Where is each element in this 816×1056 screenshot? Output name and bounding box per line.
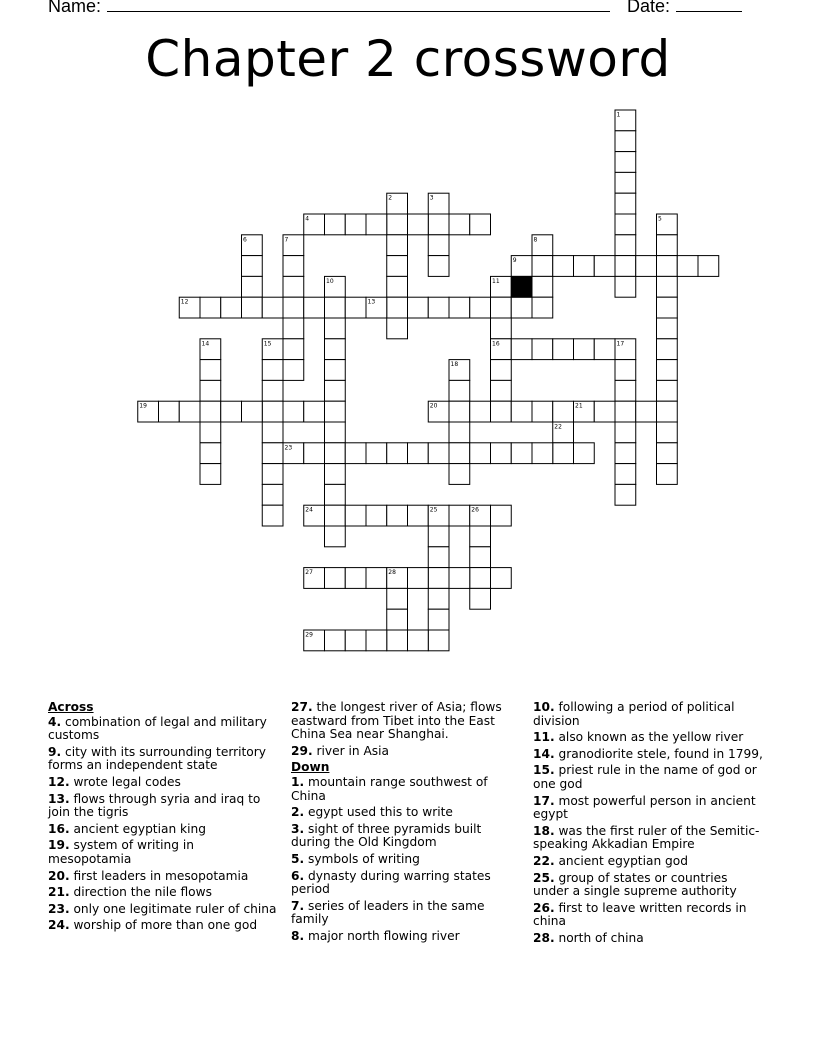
cell-number: 6	[243, 236, 247, 244]
clue-number: 15.	[533, 763, 555, 778]
clue-item	[533, 764, 765, 791]
grid-cell[interactable]	[636, 401, 657, 422]
clue-item	[533, 795, 765, 822]
clue-item	[48, 793, 280, 820]
grid-cell[interactable]	[532, 256, 553, 277]
grid-cell[interactable]	[428, 256, 449, 277]
grid-cell[interactable]	[387, 214, 408, 235]
cell-number: 8	[533, 236, 538, 244]
cell-number: 15	[263, 340, 272, 348]
grid-cell[interactable]	[470, 568, 491, 589]
grid-cell[interactable]	[387, 318, 408, 339]
grid-cell[interactable]	[532, 443, 553, 464]
clue-text: group of states or countries under a single supreme authority	[533, 870, 737, 899]
cell-number: 28	[388, 569, 396, 577]
grid-cell[interactable]	[615, 152, 636, 173]
clue-text: sight of three pyramids built during the Old Kingdom	[291, 821, 482, 850]
grid-cell[interactable]	[428, 214, 449, 235]
clue-text: ancient egyptian god	[558, 853, 688, 868]
grid-cell[interactable]	[262, 443, 283, 464]
clue-text: city with its surrounding territory forms an independent state	[48, 744, 266, 773]
clue-item	[48, 919, 280, 933]
clue-number: 17.	[533, 793, 555, 808]
clue-item	[291, 930, 523, 944]
grid-cell[interactable]	[408, 505, 429, 526]
grid-cell[interactable]	[262, 505, 283, 526]
grid-cell[interactable]	[345, 505, 366, 526]
grid-cell[interactable]	[532, 297, 553, 318]
grid-cell[interactable]	[325, 297, 346, 318]
cell-number: 19	[139, 402, 147, 410]
grid-cell[interactable]	[345, 443, 366, 464]
grid-cell[interactable]	[304, 443, 325, 464]
clue-item	[291, 870, 523, 897]
cell-number: 26	[471, 506, 479, 514]
clue-number: 4.	[48, 714, 62, 729]
grid-cell[interactable]	[657, 339, 678, 360]
grid-cell[interactable]	[491, 380, 512, 401]
clue-column-3	[533, 701, 765, 949]
grid-cell[interactable]	[283, 297, 304, 318]
grid-cell[interactable]	[615, 256, 636, 277]
clue-item	[48, 746, 280, 773]
grid-cell[interactable]	[387, 297, 408, 318]
grid-cell[interactable]	[200, 380, 221, 401]
clue-number: 27.	[291, 700, 313, 714]
clue-text: symbols of writing	[308, 851, 420, 866]
grid-cell[interactable]	[262, 360, 283, 381]
grid-cell[interactable]	[553, 339, 574, 360]
cell-number: 7	[284, 236, 289, 244]
clue-number: 22.	[533, 853, 555, 868]
grid-cell[interactable]	[615, 235, 636, 256]
clue-number: 8.	[291, 928, 305, 943]
grid-cell[interactable]	[615, 172, 636, 193]
cell-number: 10	[326, 277, 334, 285]
grid-cell[interactable]	[574, 339, 595, 360]
clue-number: 10.	[533, 700, 555, 714]
page-title: Chapter 2 crossword	[145, 30, 671, 88]
clue-item	[291, 853, 523, 867]
clue-item	[291, 776, 523, 803]
grid-cell[interactable]	[283, 318, 304, 339]
clue-number: 19.	[48, 838, 70, 853]
grid-cell[interactable]	[325, 380, 346, 401]
clue-number: 2.	[291, 805, 305, 820]
clue-item	[291, 745, 523, 759]
grid-cell[interactable]	[428, 443, 449, 464]
grid-cell[interactable]	[325, 443, 346, 464]
clue-text: granodiorite stele, found in 1799,	[558, 746, 763, 761]
grid-cell[interactable]	[657, 422, 678, 443]
grid-cell[interactable]	[325, 422, 346, 443]
grid-cell[interactable]	[532, 276, 553, 297]
grid-cell[interactable]	[594, 256, 615, 277]
grid-cell[interactable]	[366, 505, 387, 526]
grid-cell[interactable]	[657, 360, 678, 381]
cell-number: 2	[388, 194, 393, 202]
clue-item	[533, 748, 765, 762]
grid-cell[interactable]	[325, 360, 346, 381]
grid-cell[interactable]	[345, 568, 366, 589]
clue-item	[48, 823, 280, 837]
grid-cell[interactable]	[345, 214, 366, 235]
cell-number: 4	[305, 215, 310, 223]
grid-cell[interactable]	[408, 214, 429, 235]
clue-number: 5.	[291, 851, 305, 866]
grid-cell[interactable]	[511, 401, 532, 422]
grid-cell[interactable]	[200, 297, 221, 318]
grid-cell[interactable]	[159, 401, 180, 422]
grid-cell[interactable]	[470, 443, 491, 464]
grid-cell[interactable]	[491, 297, 512, 318]
grid-cell[interactable]	[657, 235, 678, 256]
grid-cell[interactable]	[262, 484, 283, 505]
cell-number: 14	[201, 340, 210, 348]
grid-cell[interactable]	[200, 443, 221, 464]
grid-cell[interactable]	[366, 630, 387, 651]
grid-cell[interactable]	[657, 297, 678, 318]
grid-cell[interactable]	[470, 401, 491, 422]
clue-text: river in Asia	[316, 743, 389, 758]
clue-number: 25.	[533, 870, 555, 885]
grid-cell[interactable]	[325, 505, 346, 526]
clue-text: the longest river of Asia; flows eastward from Tibet into the East China Sea near Shanghai.	[291, 700, 502, 742]
clue-item	[533, 872, 765, 899]
grid-cell[interactable]	[615, 360, 636, 381]
grid-cell[interactable]	[387, 256, 408, 277]
clue-text: also known as the yellow river	[558, 730, 744, 745]
grid-cell[interactable]	[387, 443, 408, 464]
grid-cell[interactable]	[511, 339, 532, 360]
across-heading: Across	[48, 700, 94, 714]
grid-cell[interactable]	[491, 505, 512, 526]
clue-text: egypt used this to write	[308, 805, 453, 820]
clue-number: 7.	[291, 898, 305, 913]
grid-cell[interactable]	[262, 297, 283, 318]
grid-cell[interactable]	[366, 443, 387, 464]
grid-cell[interactable]	[470, 526, 491, 547]
cell-number: 21	[575, 402, 583, 410]
clue-number: 21.	[48, 885, 70, 900]
grid-cell[interactable]	[615, 401, 636, 422]
grid-cell[interactable]	[387, 505, 408, 526]
clue-column-1	[48, 701, 280, 936]
grid-cell[interactable]	[615, 214, 636, 235]
grid-cell[interactable]	[262, 422, 283, 443]
cell-number: 16	[492, 340, 500, 348]
clue-number: 1.	[291, 774, 305, 789]
grid-cell[interactable]	[657, 380, 678, 401]
grid-cell[interactable]	[428, 588, 449, 609]
clue-column-2	[291, 701, 523, 947]
grid-cell[interactable]	[532, 401, 553, 422]
grid-cell[interactable]	[574, 443, 595, 464]
grid-cell[interactable]	[615, 276, 636, 297]
cell-number: 17	[616, 340, 625, 348]
clue-item	[48, 886, 280, 900]
grid-cell[interactable]	[408, 630, 429, 651]
grid-cell[interactable]	[325, 339, 346, 360]
grid-cell[interactable]	[304, 297, 325, 318]
clue-text: series of leaders in the same family	[291, 898, 485, 927]
cell-number: 18	[450, 361, 459, 369]
clue-number: 29.	[291, 743, 313, 758]
grid-cell[interactable]	[325, 464, 346, 485]
grid-cell[interactable]	[491, 443, 512, 464]
grid-cell[interactable]	[242, 297, 263, 318]
grid-cell[interactable]	[387, 588, 408, 609]
clue-item	[533, 855, 765, 869]
grid-cell[interactable]	[387, 235, 408, 256]
grid-cell[interactable]	[262, 380, 283, 401]
grid-cell[interactable]	[179, 401, 200, 422]
clue-number: 28.	[533, 930, 555, 945]
clue-item	[291, 701, 523, 742]
clue-text: most powerful person in ancient egypt	[533, 793, 756, 822]
grid-cell[interactable]	[304, 401, 325, 422]
grid-cell[interactable]	[221, 297, 242, 318]
clue-number: 18.	[533, 823, 555, 838]
grid-cell[interactable]	[553, 443, 574, 464]
clue-text: was the first ruler of the Semitic-speaking Akkadian Empire	[533, 823, 760, 852]
cell-number: 11	[492, 277, 500, 285]
grid-cell[interactable]	[242, 276, 263, 297]
grid-cell[interactable]	[449, 568, 470, 589]
grid-cell[interactable]	[615, 380, 636, 401]
grid-cell[interactable]	[511, 297, 532, 318]
clue-item	[533, 731, 765, 745]
grid-cell[interactable]	[449, 297, 470, 318]
clue-item	[291, 823, 523, 850]
clue-text: direction the nile flows	[73, 885, 212, 900]
grid-cell[interactable]	[262, 401, 283, 422]
grid-cell[interactable]	[366, 568, 387, 589]
grid-cell[interactable]	[325, 526, 346, 547]
grid-cell[interactable]	[553, 401, 574, 422]
clue-text: only one legitimate ruler of china	[73, 901, 277, 916]
grid-cell[interactable]	[325, 484, 346, 505]
clue-text: following a period of political division	[533, 700, 735, 728]
grid-cell[interactable]	[221, 401, 242, 422]
grid-cell[interactable]	[594, 339, 615, 360]
grid-cell[interactable]	[283, 276, 304, 297]
grid-cell[interactable]	[387, 630, 408, 651]
cell-number: 3	[429, 194, 434, 202]
grid-cell[interactable]	[200, 464, 221, 485]
clue-text: mountain range southwest of China	[291, 774, 488, 803]
clue-text: wrote legal codes	[73, 774, 181, 789]
grid-cell[interactable]	[242, 256, 263, 277]
grid-cell[interactable]	[657, 464, 678, 485]
cell-number: 13	[367, 298, 376, 306]
grid-cell[interactable]	[615, 443, 636, 464]
grid-cell[interactable]	[325, 630, 346, 651]
grid-cell[interactable]	[470, 588, 491, 609]
grid-cell[interactable]	[428, 568, 449, 589]
grid-cell[interactable]	[242, 401, 263, 422]
clue-number: 9.	[48, 744, 62, 759]
date-label: Date:	[627, 0, 671, 16]
grid-cell[interactable]	[428, 630, 449, 651]
grid-cell[interactable]	[428, 547, 449, 568]
cell-number: 23	[284, 444, 293, 452]
grid-cell[interactable]	[657, 276, 678, 297]
clue-text: flows through syria and iraq to join the tigris	[48, 791, 261, 820]
clue-number: 24.	[48, 918, 70, 933]
grid-cell[interactable]	[449, 443, 470, 464]
grid-cell[interactable]	[428, 297, 449, 318]
grid-cell[interactable]	[657, 256, 678, 277]
grid-cell[interactable]	[615, 193, 636, 214]
grid-cell[interactable]	[428, 235, 449, 256]
clue-number: 6.	[291, 868, 305, 883]
grid-cell[interactable]	[200, 360, 221, 381]
grid-cell[interactable]	[200, 422, 221, 443]
clue-number: 20.	[48, 868, 70, 883]
name-label: Name:	[48, 0, 102, 16]
grid-cell[interactable]	[511, 443, 532, 464]
grid-cell[interactable]	[470, 214, 491, 235]
grid-cell[interactable]	[325, 568, 346, 589]
grid-cell[interactable]	[200, 401, 221, 422]
clue-item	[48, 839, 280, 866]
clue-number: 26.	[533, 900, 555, 915]
grid-cell[interactable]	[408, 297, 429, 318]
grid-black-cell	[511, 276, 532, 297]
clue-item	[533, 932, 765, 946]
grid-cell[interactable]	[677, 256, 698, 277]
down-heading: Down	[291, 760, 330, 775]
grid-cell[interactable]	[345, 297, 366, 318]
cell-number: 20	[429, 402, 438, 410]
grid-cell[interactable]	[657, 401, 678, 422]
grid-cell[interactable]	[408, 443, 429, 464]
grid-cell[interactable]	[283, 401, 304, 422]
grid-cell[interactable]	[449, 464, 470, 485]
clue-text: worship of more than one god	[73, 918, 258, 933]
cell-number: 25	[429, 506, 438, 514]
grid-cell[interactable]	[491, 568, 512, 589]
clue-number: 23.	[48, 901, 70, 916]
grid-cell[interactable]	[449, 505, 470, 526]
grid-cell[interactable]	[491, 360, 512, 381]
grid-cell[interactable]	[615, 131, 636, 152]
grid-cell[interactable]	[449, 422, 470, 443]
grid-cell[interactable]	[470, 547, 491, 568]
grid-cell[interactable]	[615, 484, 636, 505]
clue-text: combination of legal and military customs	[48, 714, 267, 743]
clue-item	[533, 902, 765, 929]
grid-cell[interactable]	[553, 256, 574, 277]
grid-cell[interactable]	[428, 526, 449, 547]
clue-text: priest rule in the name of god or one god	[533, 763, 757, 791]
cell-number: 24	[305, 506, 313, 514]
grid-cell[interactable]	[283, 339, 304, 360]
grid-cell[interactable]	[491, 318, 512, 339]
clue-item	[533, 701, 765, 728]
cell-number: 1	[616, 111, 621, 119]
grid-cell[interactable]	[491, 401, 512, 422]
cell-number: 27	[305, 569, 313, 577]
cell-number: 9	[512, 257, 517, 265]
clue-number: 13.	[48, 791, 70, 806]
grid-cell[interactable]	[449, 214, 470, 235]
clue-number: 14.	[533, 746, 555, 761]
cell-number: 12	[180, 298, 189, 306]
grid-cell[interactable]	[657, 443, 678, 464]
grid-cell[interactable]	[470, 297, 491, 318]
cell-number: 22	[554, 423, 562, 431]
clue-item	[48, 776, 280, 790]
clue-text: first to leave written records in china	[533, 900, 747, 929]
grid-cell[interactable]	[532, 339, 553, 360]
grid-cell[interactable]	[283, 360, 304, 381]
grid-cell[interactable]	[574, 256, 595, 277]
grid-cell[interactable]	[366, 214, 387, 235]
cell-number: 5	[658, 215, 662, 223]
grid-cell[interactable]	[408, 568, 429, 589]
grid-cell[interactable]	[449, 380, 470, 401]
clue-text: first leaders in mesopotamia	[73, 868, 249, 883]
grid-cell[interactable]	[325, 318, 346, 339]
clue-text: north of china	[558, 930, 644, 945]
clue-number: 11.	[533, 730, 555, 745]
clue-text: system of writing in mesopotamia	[48, 838, 194, 866]
clue-item	[48, 903, 280, 917]
clue-number: 16.	[48, 821, 70, 836]
cell-number: 29	[305, 631, 313, 639]
grid-cell[interactable]	[615, 464, 636, 485]
grid-cell[interactable]	[325, 214, 346, 235]
grid-cell[interactable]	[615, 422, 636, 443]
clue-number: 3.	[291, 821, 305, 836]
grid-cell[interactable]	[428, 609, 449, 630]
grid-cell[interactable]	[636, 256, 657, 277]
grid-cell[interactable]	[387, 609, 408, 630]
grid-cell[interactable]	[283, 256, 304, 277]
clue-text: dynasty during warring states period	[291, 868, 491, 897]
grid-cell[interactable]	[345, 630, 366, 651]
grid-cell[interactable]	[449, 401, 470, 422]
clue-item	[48, 716, 280, 743]
clue-item	[291, 900, 523, 927]
grid-cell[interactable]	[657, 318, 678, 339]
clue-item	[48, 870, 280, 884]
grid-cell[interactable]	[698, 256, 719, 277]
grid-cell[interactable]	[325, 401, 346, 422]
grid-cell[interactable]	[262, 464, 283, 485]
clue-text: major north flowing river	[308, 928, 460, 943]
clue-number: 12.	[48, 774, 70, 789]
clue-text: ancient egyptian king	[73, 821, 206, 836]
grid-cell[interactable]	[387, 276, 408, 297]
clue-item	[533, 825, 765, 852]
grid-cell[interactable]	[594, 401, 615, 422]
clue-item	[291, 806, 523, 820]
